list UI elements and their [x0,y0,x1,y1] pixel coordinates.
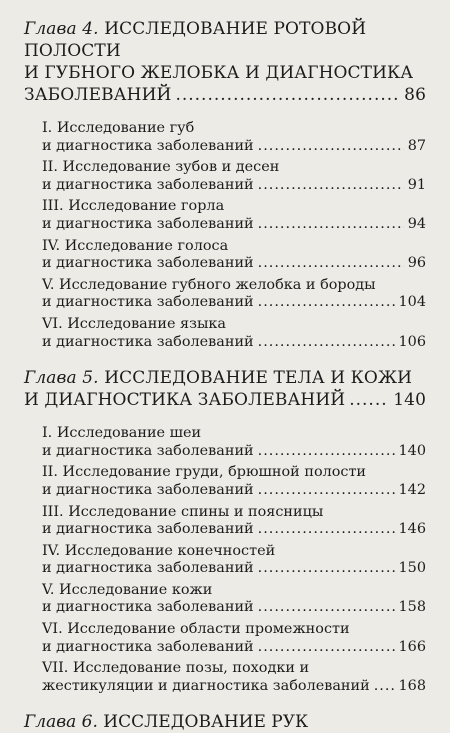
dot-leader [258,216,404,234]
toc-entry [42,159,426,194]
entry-title: VI. Исследование области промежности [42,621,350,638]
toc-entry [42,198,426,233]
toc-entry [42,582,426,617]
entry-title: III. Исследование спины и поясницы [42,503,324,520]
dot-leader [258,599,395,617]
chapter-title-line: И ДИАГНОСТИКА ЗАБОЛЕВАНИЙ [24,390,346,411]
chapter-title [24,367,426,411]
chapter-title [24,18,426,106]
entry-page-number: 146 [398,521,426,538]
dot-leader [258,639,395,657]
entry-subtitle: и диагностика заболеваний [42,442,254,459]
dot-leader [374,678,395,696]
entry-page-number: 140 [398,442,426,459]
dot-leader [258,255,404,273]
entry-subtitle: и диагностика заболеваний [42,137,254,154]
entry-page-number: 94 [407,215,426,232]
chapter-title-line: ИССЛЕДОВАНИЕ РУК [103,712,309,733]
toc-entry [42,660,426,695]
entry-title: VI. Исследование языка [42,315,226,332]
entry-subtitle: и диагностика заболеваний [42,560,254,577]
entry-subtitle: и диагностика заболеваний [42,638,254,655]
toc-entry [42,425,426,460]
entry-subtitle: и диагностика заболеваний [42,333,254,350]
entry-subtitle: и диагностика заболеваний [42,215,254,232]
entry-title: V. Исследование губного желобка и бороды [42,276,376,293]
entry-page-number: 87 [407,137,426,154]
toc-entry [42,238,426,273]
entry-title: II. Исследование груди, брюшной полости [42,464,367,481]
entry-page-number: 158 [398,599,426,616]
chapter-label: Глава 5. [24,368,99,389]
dot-leader [258,294,395,312]
entry-title: V. Исследование кожи [42,581,213,598]
chapter-label: Глава 4. [24,19,99,39]
entry-subtitle: и диагностика заболеваний [42,255,254,272]
chapter-4 [24,18,426,351]
entry-title: IV. Исследование конечностей [42,542,276,559]
toc-entry [42,277,426,312]
entry-subtitle: жестикуляции и диагностика заболеваний [42,677,370,694]
entry-page-number: 168 [398,677,426,694]
chapter-page-number: 86 [404,85,426,105]
dot-leader [258,443,395,461]
entry-subtitle: и диагностика заболеваний [42,294,254,311]
entry-subtitle: и диагностика заболеваний [42,176,254,193]
entry-title: VII. Исследование позы, походки и [42,660,310,677]
entry-title: I. Исследование губ [42,120,195,136]
chapter-6-title [24,711,426,733]
dot-leader [258,521,395,539]
entry-page-number: 104 [398,294,426,311]
dot-leader [258,334,395,352]
section-list [24,425,426,695]
chapter-page-number: 140 [393,390,426,411]
entry-subtitle: и диагностика заболеваний [42,521,254,538]
toc-entry [42,316,426,351]
dot-leader [258,482,395,500]
chapter-5 [24,367,426,695]
chapter-title-line: И ГУБНОГО ЖЕЛОБКА И ДИАГНОСТИКА [24,63,414,83]
entry-page-number: 150 [398,560,426,577]
entry-title: IV. Исследование голоса [42,237,229,254]
chapter-title-line: ИССЛЕДОВАНИЕ ТЕЛА И КОЖИ [104,368,413,389]
toc-entry [42,464,426,499]
dot-leader [258,560,395,578]
toc-entry [42,120,426,155]
entry-title: II. Исследование зубов и десен [42,159,280,176]
chapter-title-line: ИССЛЕДОВАНИЕ РОТОВОЙ ПОЛОСТИ [24,19,367,61]
section-list [24,120,426,351]
toc-entry [42,543,426,578]
entry-page-number: 142 [398,481,426,498]
entry-title: III. Исследование горла [42,198,225,215]
dot-leader [258,177,404,195]
chapter-label: Глава 6. [24,712,98,733]
entry-page-number: 96 [407,255,426,272]
dot-leader [175,84,400,106]
dot-leader [258,138,404,156]
entry-page-number: 106 [398,333,426,350]
toc-entry [42,621,426,656]
toc-entry [42,504,426,539]
entry-subtitle: и диагностика заболеваний [42,481,254,498]
entry-page-number: 166 [398,638,426,655]
entry-title: I. Исследование шеи [42,425,202,442]
entry-subtitle: и диагностика заболеваний [42,599,254,616]
entry-page-number: 91 [407,176,426,193]
dot-leader [349,389,389,411]
chapter-title-line: ЗАБОЛЕВАНИЙ [24,85,172,105]
